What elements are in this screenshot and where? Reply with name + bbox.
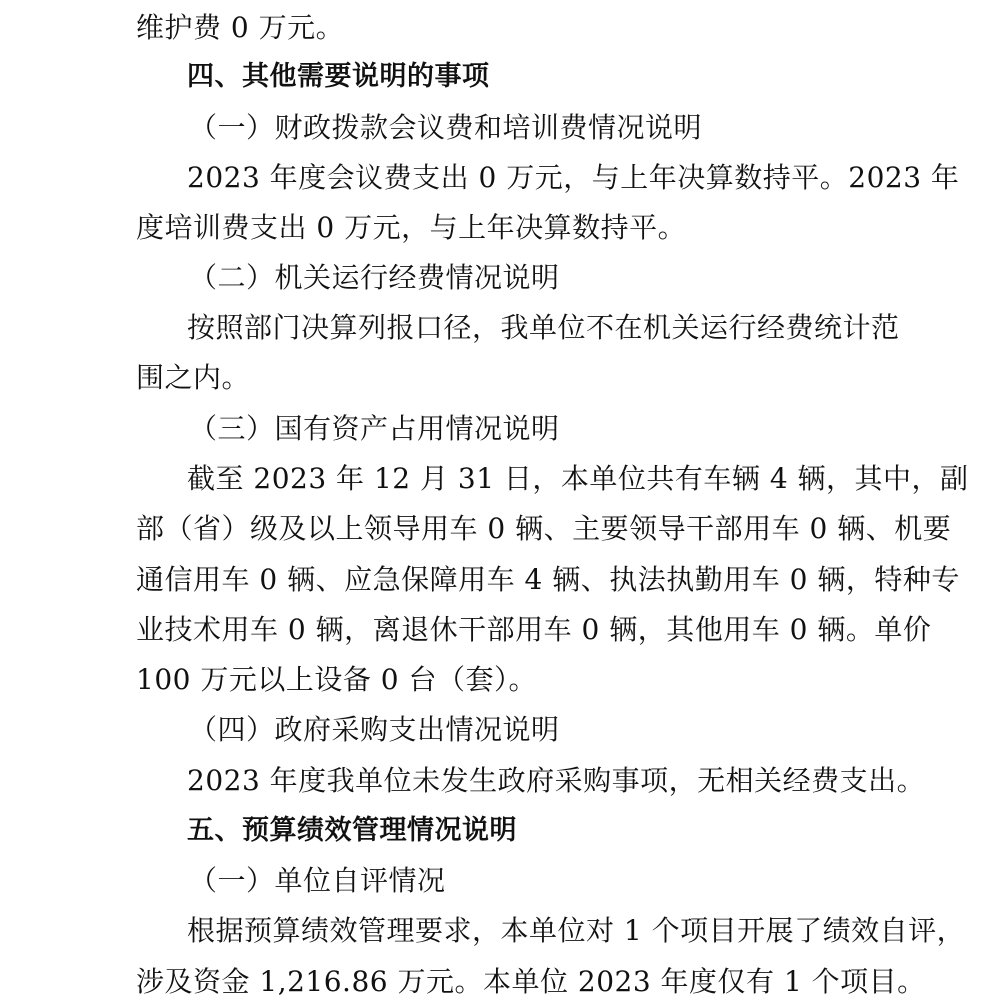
paragraph-line: 业技术用车 0 辆，离退休干部用车 0 辆，其他用车 0 辆。单价 <box>136 613 932 646</box>
subsection-heading-self-evaluation: （一）单位自评情况 <box>189 864 446 897</box>
paragraph-line: 截至 2023 年 12 月 31 日，本单位共有车辆 4 辆，其中，副 <box>187 462 969 495</box>
subsection-heading-meeting-training: （一）财政拨款会议费和培训费情况说明 <box>189 111 703 144</box>
section-heading-5: 五、预算绩效管理情况说明 <box>187 815 517 846</box>
paragraph-line: 围之内。 <box>136 361 251 394</box>
paragraph-line: 按照部门决算列报口径，我单位不在机关运行经费统计范 <box>187 311 900 344</box>
subsection-heading-operating-expenses: （二）机关运行经费情况说明 <box>189 261 560 294</box>
paragraph-line: 通信用车 0 辆、应急保障用车 4 辆、执法执勤用车 0 辆，特种专 <box>136 563 960 596</box>
paragraph-line: 涉及资金 1,216.86 万元。本单位 2023 年度仅有 1 个项目。 <box>136 965 926 998</box>
paragraph-line: 部（省）级及以上领导用车 0 辆、主要领导干部用车 0 辆、机要 <box>136 512 952 545</box>
subsection-heading-state-assets: （三）国有资产占用情况说明 <box>189 412 560 445</box>
paragraph-line: 根据预算绩效管理要求，本单位对 1 个项目开展了绩效自评， <box>187 914 966 947</box>
subsection-heading-procurement: （四）政府采购支出情况说明 <box>189 713 560 746</box>
section-heading-4: 四、其他需要说明的事项 <box>187 61 490 92</box>
paragraph-line: 100 万元以上设备 0 台（套）。 <box>136 663 537 696</box>
paragraph-line: 2023 年度会议费支出 0 万元，与上年决算数持平。2023 年 <box>187 161 960 194</box>
paragraph-line: 2023 年度我单位未发生政府采购事项，无相关经费支出。 <box>187 764 926 797</box>
paragraph-line: 度培训费支出 0 万元，与上年决算数持平。 <box>136 211 687 244</box>
paragraph-line: 维护费 0 万元。 <box>136 11 345 44</box>
